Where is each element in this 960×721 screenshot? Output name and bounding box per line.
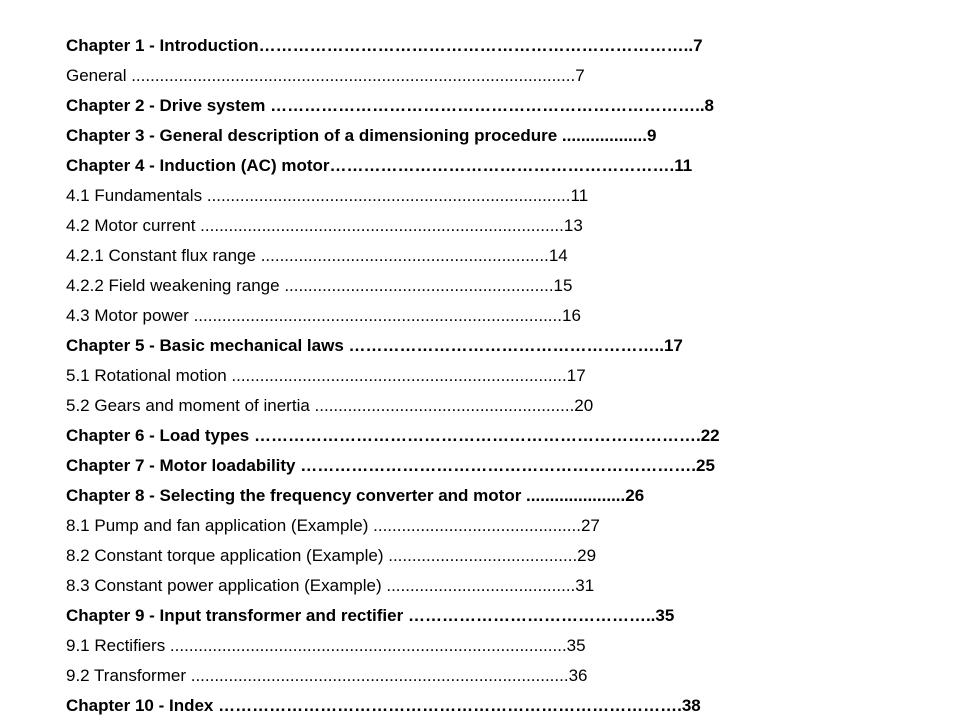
toc-entry-leader: ............................................................................. (195, 216, 564, 235)
toc-entry-4-1 (66, 181, 806, 211)
toc-entry-leader: ......................................................... (279, 276, 554, 295)
toc-entry-title: 9.1 Rectifiers (66, 636, 166, 655)
toc-entry-chapter-8 (66, 481, 806, 511)
toc-entry-page: 20 (574, 396, 594, 415)
toc-entry-leader: ............................................................................. (202, 186, 571, 205)
toc-entry-4-3 (66, 301, 806, 331)
toc-entry-title: 8.2 Constant torque application (Example) (66, 546, 384, 565)
toc-entry-page: 16 (561, 306, 581, 325)
toc-entry-leader: .................. (557, 126, 647, 145)
toc-entry-title: Chapter 9 - Input transformer and rectifier (66, 606, 404, 625)
toc-entry-9-1 (66, 631, 806, 661)
toc-entry-page: 38 (681, 696, 701, 715)
toc-entry-title: General (66, 66, 127, 85)
toc-entry-title: 5.1 Rotational motion (66, 366, 227, 385)
toc-entry-title: Chapter 5 - Basic mechanical laws (66, 336, 344, 355)
toc-entry-leader: ............................................ (368, 516, 581, 535)
toc-entry-page: 7 (575, 66, 585, 85)
toc-entry-leader: ………………………………………………………………….. (265, 96, 705, 115)
toc-entry-leader: ........................................ (383, 546, 578, 565)
toc-entry-chapter-4 (66, 151, 806, 181)
toc-entry-leader: …………………………………….. (403, 606, 656, 625)
toc-entry-leader: ................................................................................ (186, 666, 569, 685)
toc-entry-leader: ....................................................... (309, 396, 575, 415)
toc-entry-leader: .................................................................................... (165, 636, 567, 655)
toc-entry-4-2-2 (66, 271, 806, 301)
toc-entry-title: Chapter 7 - Motor loadability (66, 456, 296, 475)
toc-entry-title: 8.1 Pump and fan application (Example) (66, 516, 369, 535)
toc-entry-page: 8 (704, 96, 715, 115)
toc-entry-leader: ………………………………………………………………………. (213, 696, 682, 715)
toc-entry-chapter-5 (66, 331, 806, 361)
toc-entry-leader: ............................................................. (255, 246, 549, 265)
toc-entry-title: Chapter 1 - Introduction (66, 36, 259, 55)
toc-entry-page: 7 (693, 36, 703, 55)
toc-entry-title: Chapter 6 - Load types (66, 426, 250, 445)
toc-entry-page: 26 (625, 486, 645, 505)
toc-entry-page: 31 (575, 576, 595, 595)
toc-entry-title: 9.2 Transformer (66, 666, 186, 685)
toc-entry-5-2 (66, 391, 806, 421)
toc-entry-leader: ....................................................................... (226, 366, 567, 385)
toc-entry-9-2 (66, 661, 806, 691)
toc-entry-page: 14 (548, 246, 568, 265)
toc-entry-4-2-1 (66, 241, 806, 271)
toc-entry-page: 15 (553, 276, 573, 295)
toc-entry-title: Chapter 10 - Index (66, 696, 214, 715)
toc-entry-page: 17 (663, 336, 683, 355)
toc-entry-leader: ……………………………………………………. (329, 156, 675, 175)
toc-entry-title: 4.3 Motor power (66, 306, 189, 325)
toc-entry-chapter-1 (66, 31, 806, 61)
toc-entry-title: 5.2 Gears and moment of inertia (66, 396, 310, 415)
toc-entry-title: 4.2 Motor current (66, 216, 196, 235)
toc-entry-page: 25 (695, 456, 715, 475)
toc-entry-page: 17 (566, 366, 586, 385)
toc-entry-chapter-2 (66, 91, 806, 121)
toc-entry-page: 11 (570, 186, 589, 205)
toc-entry-5-1 (66, 361, 806, 391)
toc-entry-4-2 (66, 211, 806, 241)
toc-entry-leader: .............................................................................. (188, 306, 562, 325)
toc-entry-page: 22 (700, 426, 720, 445)
toc-entry-page: 27 (580, 516, 600, 535)
toc-entry-leader: ……………………………………………….. (343, 336, 664, 355)
toc-entry-chapter-6 (66, 421, 806, 451)
toc-entry-page: 13 (563, 216, 583, 235)
toc-entry-page: 35 (655, 606, 675, 625)
toc-entry-title: Chapter 2 - Drive system (66, 96, 266, 115)
toc-entry-leader: .............................................................................................. (126, 66, 576, 85)
toc-entry-chapter-9 (66, 601, 806, 631)
toc-entry-page: 11 (674, 156, 693, 175)
toc-entry-title: 4.2.1 Constant flux range (66, 246, 256, 265)
toc-entry-leader: ..................... (521, 486, 626, 505)
toc-entry-8-3 (66, 571, 806, 601)
toc-entry-page: 29 (577, 546, 597, 565)
table-of-contents (66, 31, 806, 721)
toc-entry-title: 4.2.2 Field weakening range (66, 276, 280, 295)
toc-entry-page: 9 (646, 126, 657, 145)
toc-entry-leader: ……………………………………………………………. (295, 456, 696, 475)
toc-entry-title: Chapter 8 - Selecting the frequency converter and motor (66, 486, 522, 505)
toc-entry-8-1 (66, 511, 806, 541)
toc-entry-title: 4.1 Fundamentals (66, 186, 203, 205)
toc-entry-title: Chapter 4 - Induction (AC) motor (66, 156, 330, 175)
toc-entry-chapter-10 (66, 691, 806, 721)
toc-entry-leader: ……………………………………………………………………. (249, 426, 701, 445)
toc-entry-page: 36 (568, 666, 588, 685)
toc-entry-title: Chapter 3 - General description of a dimensioning procedure (66, 126, 558, 145)
toc-entry-leader: ........................................ (381, 576, 576, 595)
toc-entry-page: 35 (566, 636, 586, 655)
toc-entry-8-2 (66, 541, 806, 571)
toc-entry-chapter-3 (66, 121, 806, 151)
toc-entry-title: 8.3 Constant power application (Example) (66, 576, 382, 595)
toc-entry-chapter-7 (66, 451, 806, 481)
toc-entry-leader: ………………………………………………………………….. (258, 36, 694, 55)
toc-entry-general (66, 61, 806, 91)
